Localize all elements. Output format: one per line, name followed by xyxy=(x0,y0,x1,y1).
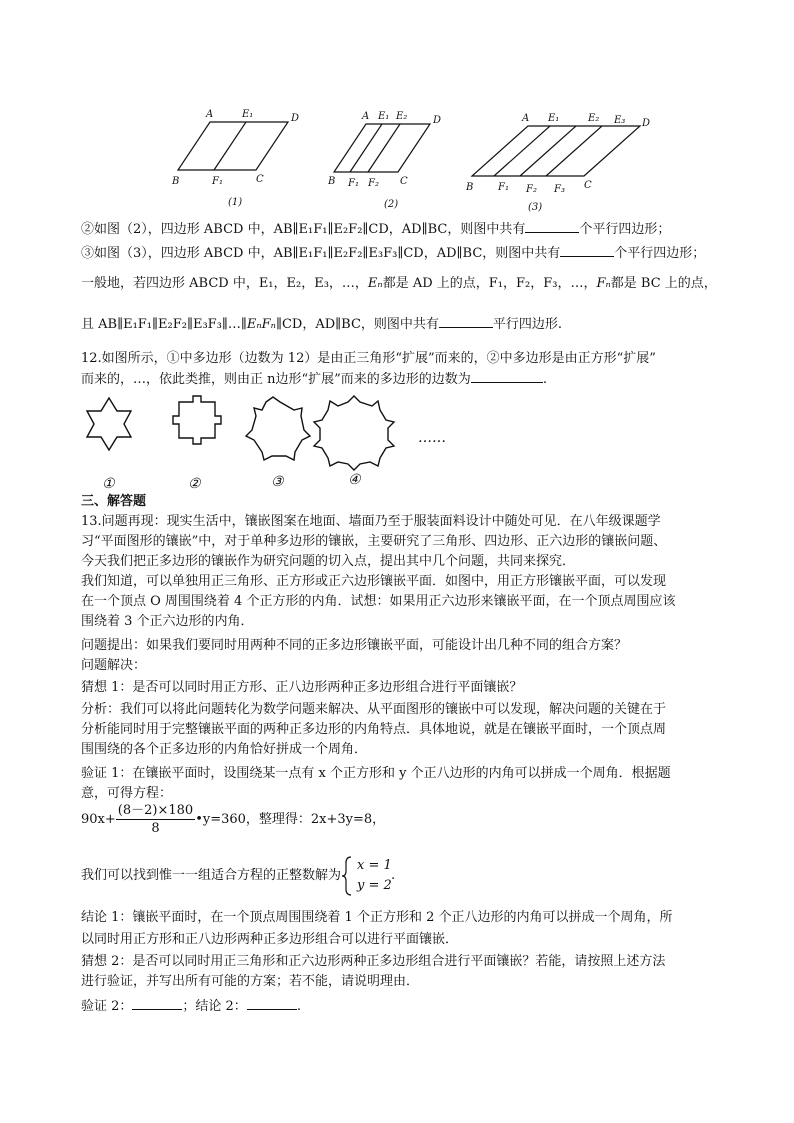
solution-text: 我们可以找到惟一一组适合方程的正整数解为 xyxy=(81,868,342,883)
fig3-label-f2: F₂ xyxy=(526,184,537,195)
en-fn-symbol: EₙFₙ xyxy=(246,317,276,332)
answer-blank-q12[interactable] xyxy=(471,369,543,383)
q11-line-2 xyxy=(81,219,670,240)
solution-x: x = 1 xyxy=(357,858,392,873)
fig3-label-d: D xyxy=(642,118,651,129)
expanded-polygons xyxy=(80,394,480,492)
fig3-label-f1: F₁ xyxy=(498,182,509,193)
fig2-label-f1: F₁ xyxy=(348,178,359,189)
brace-icon xyxy=(341,856,353,896)
polygon-caption-2: ② xyxy=(188,476,201,492)
solution-suffix: . xyxy=(391,868,396,883)
q13-line: 我们知道，可以单独用正三角形、正方形或正六边形镶嵌平面．如图中，用正方形镶嵌平面，可以发现 xyxy=(81,574,667,589)
fraction-numerator: (8－2)×180 xyxy=(117,803,194,818)
fig1-caption: (1) xyxy=(228,197,243,208)
solution-y: y = 2 xyxy=(357,878,392,893)
fig3-label-c: C xyxy=(584,180,592,191)
polygon-caption-1: ① xyxy=(102,476,115,492)
verify-line xyxy=(81,996,301,1017)
q11-line3-text: ③如图（3），四边形 ABCD 中，AB∥E₁F₁∥E₂F₂∥E₃F₃∥CD，AD∥BC，则图中共有 xyxy=(81,246,561,261)
q11-line5-c: 平行四边形. xyxy=(492,317,563,332)
q13-line: 结论 1：镶嵌平面时，在一个顶点周围围绕着 1 个正方形和 2 个正八边形的内角可以拼成一个周角，所 xyxy=(81,910,673,925)
verify-label: 验证 2： xyxy=(81,999,133,1014)
q13-line: 分析：我们可以将此问题转化为数学问题来解决、从平面图形的镶嵌中可以发现，解决问题的关键在于 xyxy=(81,702,667,717)
conclusion-label: ；结论 2： xyxy=(182,999,247,1014)
q11-line4-b: 都是 AD 上的点，F₁，F₂，F₃，…， xyxy=(382,276,597,291)
solution-system xyxy=(341,856,391,896)
q13-line: 13.问题再现：现实生活中，镶嵌图案在地面、墙面乃至于服装面料设计中随处可见．在八年级课题学 xyxy=(81,514,661,529)
fig3-label-e2: E₂ xyxy=(588,113,600,124)
q11-line5-b: ∥CD，AD∥BC，则图中共有 xyxy=(275,317,439,332)
verify-blank[interactable] xyxy=(132,996,182,1010)
fig1-label-e1: E₁ xyxy=(242,109,254,120)
fig3-label-e3: E₃ xyxy=(614,115,626,126)
q12-line-2 xyxy=(81,369,547,390)
fig2-label-a: A xyxy=(362,111,370,122)
fig2-label-f2: F₂ xyxy=(368,178,379,189)
q13-line: 分析能同时用于完整镶嵌平面的两种正多边形的内角特点．具体地说，就是在镶嵌平面时，一个顶点周 xyxy=(81,722,667,737)
e-n-symbol: Eₙ xyxy=(367,276,383,291)
q13-line: 验证 1：在镶嵌平面时，设围绕某一点有 x 个正方形和 y 个正八边形的内角可以拼成一个周角．根据题 xyxy=(81,766,671,781)
q13-line: 今天我们把正多边形的镶嵌作为研究问题的切入点，提出其中几个问题，共同来探究． xyxy=(81,554,576,569)
conclusion-blank[interactable] xyxy=(247,996,297,1010)
polygon-caption-3: ③ xyxy=(271,474,284,490)
q13-line: 猜想 2：是否可以同时用正三角形和正六边形两种正多边形组合进行平面镶嵌？若能，请按照上述方法 xyxy=(81,954,666,969)
q11-line-3 xyxy=(81,243,705,264)
fig2-label-e1: E₁ xyxy=(378,111,390,122)
polygon-1-star xyxy=(87,398,131,450)
ellipsis: …… xyxy=(418,430,446,446)
fig2-caption: (2) xyxy=(384,199,399,210)
fig2-label-b: B xyxy=(328,176,336,187)
polygon-2-cross xyxy=(173,396,221,444)
fig1-label-f1: F₁ xyxy=(212,176,223,187)
q11-line-5 xyxy=(81,314,562,335)
parallelogram-figures xyxy=(170,104,660,216)
q11-line2-suffix: 个平行四边形； xyxy=(579,222,671,237)
q13-line: 习“平面图形的镶嵌”中，对于单种多边形的镶嵌，主要研究了三角形、四边形、正六边形的镶嵌问题、 xyxy=(81,534,667,549)
q11-line2-text: ②如图（2），四边形 ABCD 中，AB∥E₁F₁∥E₂F₂∥CD，AD∥BC，则图中共有 xyxy=(81,222,526,237)
q13-line: 进行验证，并写出所有可能的方案；若不能，请说明理由． xyxy=(81,974,420,989)
polygon-caption-4: ④ xyxy=(348,472,361,488)
section-heading: 三、解答题 xyxy=(81,494,147,509)
fig1-label-b: B xyxy=(172,176,180,187)
figure-3 xyxy=(472,126,640,176)
q13-line: 以同时用正方形和正八边形两种正多边形组合可以进行平面镶嵌． xyxy=(81,932,459,947)
answer-blank-general[interactable] xyxy=(439,314,493,328)
fig3-caption: (3) xyxy=(528,202,543,213)
fig3-label-a: A xyxy=(522,113,530,124)
answer-blank-2[interactable] xyxy=(525,219,579,233)
q13-line: 问题提出：如果我们要同时用两种不同的正多边形镶嵌平面，可能设计出几种不同的组合方案？ xyxy=(81,638,628,653)
q11-line-4 xyxy=(81,274,717,294)
equation-line xyxy=(81,802,385,837)
answer-blank-3[interactable] xyxy=(560,243,614,257)
q11-line3-suffix: 个平行四边形； xyxy=(614,246,706,261)
equation-prefix: 90x+ xyxy=(81,812,116,827)
fig1-label-a: A xyxy=(206,109,214,120)
figure-1 xyxy=(178,122,288,170)
q12-line2-text: 而来的，…，依此类推，则由正 n边形“扩展”而来的多边形的边数为 xyxy=(81,372,471,387)
fig3-label-f3: F₃ xyxy=(554,184,565,195)
f-n-symbol: Fₙ xyxy=(596,276,611,291)
fig2-label-d: D xyxy=(433,115,442,126)
equation-fraction xyxy=(116,802,195,837)
fig1-label-d: D xyxy=(291,113,300,124)
q13-line: 围围绕的各个正多边形的内角恰好拼成一个周角． xyxy=(81,742,368,757)
fig3-label-b: B xyxy=(466,182,474,193)
fraction-denominator: 8 xyxy=(151,821,160,836)
fig1-label-c: C xyxy=(256,174,264,185)
polygon-4-hexagon-expanded xyxy=(314,396,394,470)
q12-line2-suffix: . xyxy=(542,372,547,387)
q13-line: 在一个顶点 O 周围围绕着 4 个正方形的内角．试想：如果用正六边形来镶嵌平面，在一个顶点周围应该 xyxy=(81,594,676,609)
q13-line: 意，可得方程： xyxy=(81,786,173,801)
q13-line: 问题解决： xyxy=(81,658,147,673)
q11-line4-a: 一般地，若四边形 ABCD 中，E₁，E₂，E₃，…， xyxy=(81,276,368,291)
figure-2 xyxy=(334,124,430,172)
solution-line xyxy=(81,856,395,896)
verify-suffix: . xyxy=(296,999,301,1014)
q11-line5-a: 且 AB∥E₁F₁∥E₂F₂∥E₃F₃∥…∥ xyxy=(81,317,247,332)
fig3-label-e1: E₁ xyxy=(548,113,560,124)
q12-line-1: 12.如图所示，①中多边形（边数为 12）是由正三角形“扩展”而来的，②中多边形是由正方形“扩展” xyxy=(81,351,656,366)
fig2-label-e2: E₂ xyxy=(396,111,408,122)
equation-suffix: •y=360，整理得：2x+3y=8， xyxy=(195,812,386,827)
fig2-label-c: C xyxy=(400,176,408,187)
polygon-3-pentagon-expanded xyxy=(246,397,310,460)
q11-line4-c: 都是 BC 上的点， xyxy=(610,276,717,291)
q13-line: 围绕着 3 个正六边形的内角． xyxy=(81,614,254,629)
q13-line: 猜想 1：是否可以同时用正方形、正八边形两种正多边形组合进行平面镶嵌？ xyxy=(81,680,523,695)
